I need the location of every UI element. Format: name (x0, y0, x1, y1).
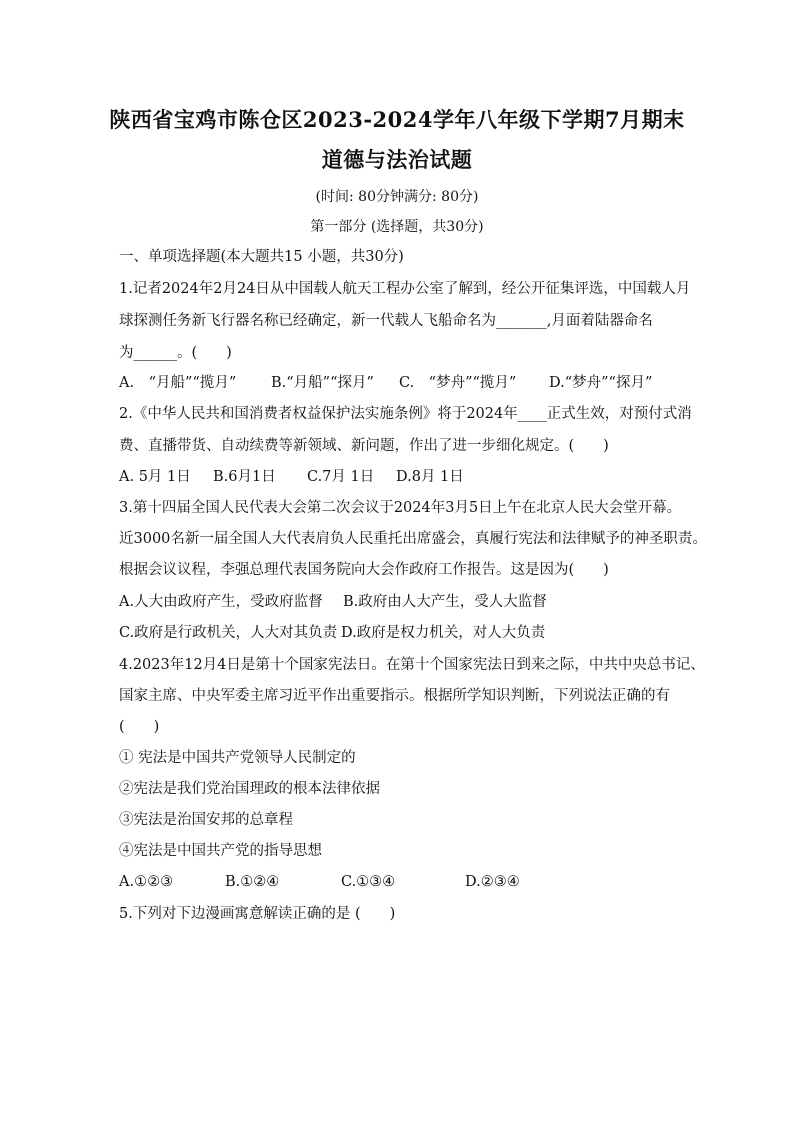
question-2-option-b: B.6月1日 (213, 469, 276, 485)
question-2-option-d: D.8月 1日 (396, 469, 464, 485)
question-4-statement-2: ②宪法是我们党治国理政的根本法律依据 (119, 781, 380, 797)
exam-subtitle: 道德与法治试题 (321, 147, 473, 172)
question-3-option-d: D.政府是权力机关，对人大负责 (341, 625, 546, 641)
part-header: 第一部分 (选择题，共30分) (310, 219, 484, 235)
question-1-line-3: 为______。( ) (119, 345, 232, 361)
question-1-line-2: 球探测任务新飞行器名称已经确定，新一代载人飞船命名为_______,月面着陆器命名 (119, 313, 653, 329)
question-1-option-b: B.“月船”“探月” (271, 375, 374, 391)
question-4-option-b: B.①②④ (225, 874, 280, 890)
question-1-option-d: D.“梦舟”“探月” (549, 375, 653, 391)
question-3-line-1: 3.第十四届全国人民代表大会第二次会议于2024年3月5日上午在北京人民大会堂开幕。 (119, 500, 682, 516)
question-4-statement-1: ① 宪法是中国共产党领导人民制定的 (119, 750, 356, 766)
exam-meta: (时间: 80分钟满分: 80分) (315, 189, 479, 205)
question-3-line-2: 近3000名新一届全国人大代表肩负人民重托出席盛会，真履行宪法和法律赋予的神圣职责。 (119, 531, 707, 547)
question-2-line-1: 2.《中华人民共和国消费者权益保护法实施条例》将于2024年____正式生效，对预付式消 (119, 406, 692, 422)
question-4-option-c: C.①③④ (341, 874, 396, 890)
question-4-statement-4: ④宪法是中国共产党的指导思想 (119, 843, 322, 859)
question-2-option-a: A. 5月 1日 (119, 469, 191, 485)
question-4-line-2: 国家主席、中央军委主席习近平作出重要指示。根据所学知识判断，下列说法正确的有 (119, 688, 670, 704)
question-4-line-1: 4.2023年12月4日是第十个国家宪法日。在第十个国家宪法日到来之际，中共中央总书记、 (119, 657, 705, 673)
question-1-line-1: 1.记者2024年2月24日从中国载人航天工程办公室了解到，经公开征集评选，中国载人月 (119, 281, 691, 297)
question-2-line-2: 费、直播带货、自动续费等新领域、新问题，作出了进一步细化规定。( ) (119, 438, 609, 454)
question-2-option-c: C.7月 1日 (307, 469, 375, 485)
question-4-option-a: A.①②③ (119, 874, 174, 890)
question-3-option-b: B.政府由人大产生，受人大监督 (343, 594, 547, 610)
question-1-option-a: A. “月船”“揽月” (119, 375, 237, 391)
question-4-line-3: ( ) (119, 719, 160, 735)
question-1-option-c: C. “梦舟”“揽月” (399, 375, 517, 391)
question-4-statement-3: ③宪法是治国安邦的总章程 (119, 812, 293, 828)
question-3-line-3: 根据会议议程，李强总理代表国务院向大会作政府工作报告。这是因为( ) (119, 562, 609, 578)
question-4-option-d: D.②③④ (465, 874, 520, 890)
question-3-option-c: C.政府是行政机关，人大对其负责 (119, 625, 338, 641)
question-5-line-1: 5.下列对下边漫画寓意解读正确的是 ( ) (119, 906, 396, 922)
question-3-option-a: A.人大由政府产生，受政府监督 (119, 594, 323, 610)
section-header: 一、单项选择题(本大题共15 小题，共30分) (119, 249, 404, 265)
exam-title: 陕西省宝鸡市陈仓区2023-2024学年八年级下学期7月期末 (109, 107, 685, 132)
